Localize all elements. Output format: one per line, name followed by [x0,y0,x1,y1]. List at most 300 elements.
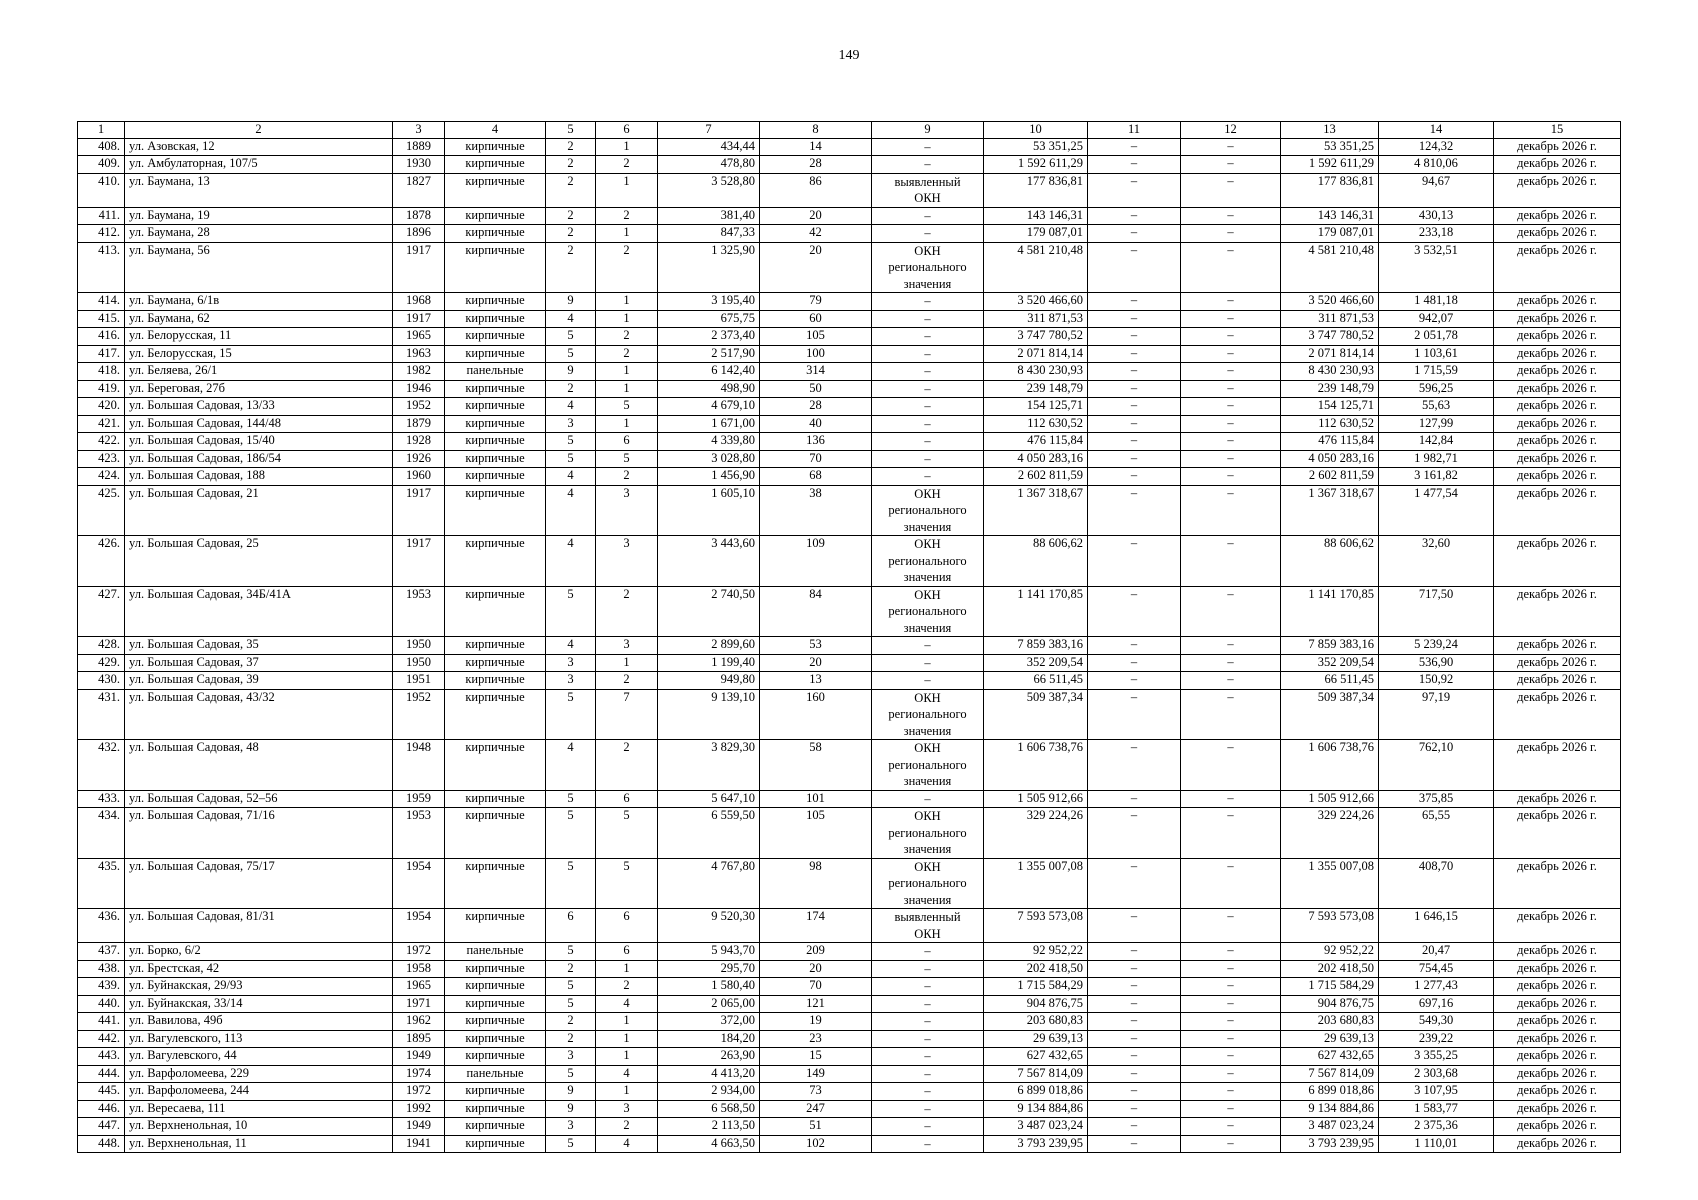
floors-count: 3 [546,654,596,672]
cost-per-sqm: 942,07 [1379,310,1494,328]
floors-count: 5 [546,689,596,740]
year-built: 1972 [393,943,445,961]
heritage-status-line: – [924,399,931,413]
completion-deadline: декабрь 2026 г. [1494,995,1621,1013]
cost-per-sqm: 20,47 [1379,943,1494,961]
column-12-value: – [1181,1013,1281,1031]
entrances-count: 2 [596,672,658,690]
residents-count: 68 [760,468,872,486]
column-number-1: 1 [78,122,125,139]
total-area: 478,80 [658,156,760,174]
completion-deadline: декабрь 2026 г. [1494,960,1621,978]
total-area: 2 740,50 [658,586,760,637]
entrances-count: 3 [596,536,658,587]
total-cost: 1 505 912,66 [1281,790,1379,808]
column-12-value: – [1181,398,1281,416]
column-11-value: – [1088,468,1181,486]
repair-cost: 1 367 318,67 [984,485,1088,536]
cost-per-sqm: 2 375,36 [1379,1118,1494,1136]
entrances-count: 5 [596,858,658,909]
heritage-status [872,740,984,791]
heritage-status-line: – [924,1031,931,1046]
table-row [78,995,1621,1013]
wall-material: кирпичные [445,380,546,398]
floors-count: 2 [546,207,596,225]
column-11-value: – [1088,398,1181,416]
cost-per-sqm: 430,13 [1379,207,1494,225]
repair-cost: 203 680,83 [984,1013,1088,1031]
floors-count: 2 [546,173,596,207]
entrances-count: 1 [596,380,658,398]
row-number: 429. [78,654,125,672]
column-12-value: – [1181,310,1281,328]
heritage-status-line: – [924,791,931,806]
cost-per-sqm: 762,10 [1379,740,1494,791]
residents-count: 101 [760,790,872,808]
cost-per-sqm: 94,67 [1379,173,1494,207]
address: ул. Баумана, 56 [125,242,393,293]
column-11-value: – [1088,1048,1181,1066]
wall-material: кирпичные [445,1030,546,1048]
cost-per-sqm: 5 239,24 [1379,637,1494,655]
residents-count: 51 [760,1118,872,1136]
address: ул. Варфоломеева, 229 [125,1065,393,1083]
heritage-status [872,654,984,672]
repair-cost: 29 639,13 [984,1030,1088,1048]
wall-material: кирпичные [445,225,546,243]
row-number: 420. [78,398,125,416]
column-number-11: 11 [1088,122,1181,139]
heritage-status-line: регионального [888,260,967,274]
repair-cost: 177 836,81 [984,173,1088,207]
heritage-status [872,1118,984,1136]
total-cost: 1 355 007,08 [1281,858,1379,909]
heritage-status-line: регионального [888,553,967,568]
heritage-status-line: – [924,208,931,223]
repair-cost: 53 351,25 [984,138,1088,156]
column-12-value: – [1181,586,1281,637]
cost-per-sqm: 3 355,25 [1379,1048,1494,1066]
year-built: 1963 [393,345,445,363]
table-row [78,207,1621,225]
completion-deadline: декабрь 2026 г. [1494,293,1621,311]
table-row [78,225,1621,243]
table-row [78,1030,1621,1048]
repair-cost: 509 387,34 [984,689,1088,740]
heritage-status-line: ОКН [914,243,941,258]
total-area: 4 413,20 [658,1065,760,1083]
floors-count: 4 [546,536,596,587]
row-number: 422. [78,433,125,451]
total-cost: 3 487 023,24 [1281,1118,1379,1136]
total-area: 6 142,40 [658,363,760,381]
heritage-status-line: регионального [888,707,967,721]
total-cost: 329 224,26 [1281,808,1379,859]
heritage-status-line: значения [903,276,952,291]
entrances-count: 1 [596,654,658,672]
cost-per-sqm: 65,55 [1379,808,1494,859]
column-11-value: – [1088,225,1181,243]
address: ул. Белорусская, 11 [125,328,393,346]
total-area: 1 605,10 [658,485,760,536]
entrances-count: 2 [596,328,658,346]
entrances-count: 1 [596,1030,658,1048]
address: ул. Варфоломеева, 244 [125,1083,393,1101]
heritage-status [872,485,984,536]
residents-count: 84 [760,586,872,637]
wall-material: кирпичные [445,1135,546,1153]
total-cost: 3 520 466,60 [1281,293,1379,311]
column-11-value: – [1088,433,1181,451]
column-12-value: – [1181,978,1281,996]
heritage-status [872,790,984,808]
cost-per-sqm: 1 481,18 [1379,293,1494,311]
table-row [78,1083,1621,1101]
table-row [78,398,1621,416]
heritage-status-line: – [924,638,931,652]
column-11-value: – [1088,943,1181,961]
row-number: 437. [78,943,125,961]
floors-count: 5 [546,1065,596,1083]
entrances-count: 1 [596,1048,658,1066]
column-11-value: – [1088,1013,1181,1031]
row-number: 435. [78,858,125,909]
total-area: 2 517,90 [658,345,760,363]
table-row [78,293,1621,311]
residents-count: 102 [760,1135,872,1153]
residents-count: 73 [760,1083,872,1101]
wall-material: кирпичные [445,415,546,433]
column-11-value: – [1088,960,1181,978]
total-cost: 92 952,22 [1281,943,1379,961]
column-11-value: – [1088,138,1181,156]
year-built: 1953 [393,586,445,637]
column-11-value: – [1088,637,1181,655]
address: ул. Большая Садовая, 25 [125,536,393,587]
heritage-status-line: регионального [888,876,967,890]
total-area: 1 325,90 [658,242,760,293]
total-cost: 2 071 814,14 [1281,345,1379,363]
residents-count: 13 [760,672,872,690]
cost-per-sqm: 697,16 [1379,995,1494,1013]
heritage-status [872,345,984,363]
cost-per-sqm: 97,19 [1379,689,1494,740]
total-cost: 29 639,13 [1281,1030,1379,1048]
year-built: 1946 [393,380,445,398]
address: ул. Большая Садовая, 21 [125,485,393,536]
entrances-count: 6 [596,909,658,943]
column-11-value: – [1088,1118,1181,1136]
cost-per-sqm: 3 532,51 [1379,242,1494,293]
residents-count: 247 [760,1100,872,1118]
repair-cost: 66 511,45 [984,672,1088,690]
year-built: 1941 [393,1135,445,1153]
total-area: 3 528,80 [658,173,760,207]
total-cost: 4 581 210,48 [1281,242,1379,293]
total-cost: 7 859 383,16 [1281,637,1379,655]
year-built: 1930 [393,156,445,174]
column-12-value: – [1181,1030,1281,1048]
address: ул. Большая Садовая, 188 [125,468,393,486]
total-area: 381,40 [658,207,760,225]
residents-count: 20 [760,960,872,978]
cost-per-sqm: 4 810,06 [1379,156,1494,174]
column-11-value: – [1088,672,1181,690]
address: ул. Беляева, 26/1 [125,363,393,381]
column-11-value: – [1088,345,1181,363]
total-cost: 9 134 884,86 [1281,1100,1379,1118]
completion-deadline: декабрь 2026 г. [1494,173,1621,207]
table-row [78,808,1621,859]
repair-cost: 7 859 383,16 [984,637,1088,655]
total-cost: 112 630,52 [1281,415,1379,433]
repair-cost: 3 487 023,24 [984,1118,1088,1136]
cost-per-sqm: 1 277,43 [1379,978,1494,996]
row-number: 413. [78,242,125,293]
cost-per-sqm: 754,45 [1379,960,1494,978]
repair-cost: 143 146,31 [984,207,1088,225]
floors-count: 2 [546,380,596,398]
cost-per-sqm: 1 715,59 [1379,363,1494,381]
year-built: 1879 [393,415,445,433]
repair-cost: 311 871,53 [984,310,1088,328]
heritage-status [872,156,984,174]
wall-material: кирпичные [445,310,546,328]
cost-per-sqm: 3 107,95 [1379,1083,1494,1101]
completion-deadline: декабрь 2026 г. [1494,468,1621,486]
completion-deadline: декабрь 2026 г. [1494,858,1621,909]
floors-count: 5 [546,450,596,468]
wall-material: кирпичные [445,536,546,587]
completion-deadline: декабрь 2026 г. [1494,433,1621,451]
floors-count: 2 [546,156,596,174]
total-area: 4 339,80 [658,433,760,451]
floors-count: 2 [546,225,596,243]
heritage-status-line: – [924,996,931,1011]
total-area: 4 679,10 [658,398,760,416]
entrances-count: 1 [596,293,658,311]
heritage-status-line: регионального [888,503,967,517]
total-cost: 66 511,45 [1281,672,1379,690]
column-12-value: – [1181,943,1281,961]
wall-material: кирпичные [445,173,546,207]
total-cost: 202 418,50 [1281,960,1379,978]
cost-per-sqm: 55,63 [1379,398,1494,416]
column-12-value: – [1181,138,1281,156]
column-11-value: – [1088,808,1181,859]
wall-material: кирпичные [445,978,546,996]
year-built: 1962 [393,1013,445,1031]
table-row [78,485,1621,536]
repair-cost: 6 899 018,86 [984,1083,1088,1101]
residents-count: 20 [760,242,872,293]
column-12-value: – [1181,242,1281,293]
row-number: 417. [78,345,125,363]
heritage-status-line: – [924,979,931,993]
floors-count: 5 [546,995,596,1013]
table-row [78,909,1621,943]
total-cost: 311 871,53 [1281,310,1379,328]
row-number: 412. [78,225,125,243]
cost-per-sqm: 717,50 [1379,586,1494,637]
heritage-status [872,225,984,243]
total-area: 847,33 [658,225,760,243]
column-11-value: – [1088,415,1181,433]
total-area: 295,70 [658,960,760,978]
heritage-status-line: значения [903,620,952,635]
table-row [78,740,1621,791]
completion-deadline: декабрь 2026 г. [1494,380,1621,398]
total-cost: 88 606,62 [1281,536,1379,587]
entrances-count: 7 [596,689,658,740]
wall-material: кирпичные [445,858,546,909]
heritage-status-line: – [924,1049,931,1063]
row-number: 432. [78,740,125,791]
heritage-status-line: ОКН [914,859,941,874]
floors-count: 9 [546,363,596,381]
heritage-status [872,363,984,381]
column-12-value: – [1181,485,1281,536]
row-number: 444. [78,1065,125,1083]
year-built: 1895 [393,1030,445,1048]
floors-count: 3 [546,415,596,433]
completion-deadline: декабрь 2026 г. [1494,654,1621,672]
total-area: 184,20 [658,1030,760,1048]
heritage-status [872,207,984,225]
column-number-5: 5 [546,122,596,139]
column-12-value: – [1181,960,1281,978]
total-area: 434,44 [658,138,760,156]
total-cost: 476 115,84 [1281,433,1379,451]
heritage-status-line: ОКН [914,537,941,551]
row-number: 418. [78,363,125,381]
residents-count: 14 [760,138,872,156]
heritage-status [872,995,984,1013]
wall-material: кирпичные [445,293,546,311]
column-12-value: – [1181,1048,1281,1066]
heritage-status-line: – [924,346,931,361]
address: ул. Амбулаторная, 107/5 [125,156,393,174]
total-cost: 239 148,79 [1281,380,1379,398]
heritage-status [872,242,984,293]
row-number: 426. [78,536,125,587]
floors-count: 3 [546,672,596,690]
address: ул. Буйнакская, 29/93 [125,978,393,996]
completion-deadline: декабрь 2026 г. [1494,1100,1621,1118]
row-number: 446. [78,1100,125,1118]
row-number: 424. [78,468,125,486]
completion-deadline: декабрь 2026 г. [1494,637,1621,655]
column-number-9: 9 [872,122,984,139]
completion-deadline: декабрь 2026 г. [1494,808,1621,859]
entrances-count: 6 [596,790,658,808]
residents-count: 98 [760,858,872,909]
heritage-status-line: – [924,1101,931,1116]
completion-deadline: декабрь 2026 г. [1494,672,1621,690]
wall-material: панельные [445,1065,546,1083]
entrances-count: 1 [596,173,658,207]
address: ул. Вагулевского, 113 [125,1030,393,1048]
column-number-13: 13 [1281,122,1379,139]
total-cost: 2 602 811,59 [1281,468,1379,486]
total-area: 6 568,50 [658,1100,760,1118]
entrances-count: 3 [596,637,658,655]
heritage-status [872,310,984,328]
address: ул. Большая Садовая, 71/16 [125,808,393,859]
table-row [78,978,1621,996]
year-built: 1952 [393,398,445,416]
heritage-status [872,808,984,859]
repair-cost: 3 520 466,60 [984,293,1088,311]
completion-deadline: декабрь 2026 г. [1494,138,1621,156]
completion-deadline: декабрь 2026 г. [1494,536,1621,587]
year-built: 1971 [393,995,445,1013]
wall-material: кирпичные [445,654,546,672]
row-number: 415. [78,310,125,328]
total-cost: 179 087,01 [1281,225,1379,243]
year-built: 1949 [393,1048,445,1066]
wall-material: кирпичные [445,790,546,808]
completion-deadline: декабрь 2026 г. [1494,156,1621,174]
floors-count: 4 [546,468,596,486]
column-12-value: – [1181,995,1281,1013]
row-number: 439. [78,978,125,996]
floors-count: 6 [546,909,596,943]
table-row [78,1065,1621,1083]
floors-count: 5 [546,858,596,909]
column-11-value: – [1088,536,1181,587]
entrances-count: 1 [596,1013,658,1031]
address: ул. Баумана, 19 [125,207,393,225]
row-number: 433. [78,790,125,808]
heritage-status [872,1048,984,1066]
table-row [78,654,1621,672]
floors-count: 5 [546,1135,596,1153]
column-12-value: – [1181,1065,1281,1083]
total-cost: 352 209,54 [1281,654,1379,672]
column-number-7: 7 [658,122,760,139]
residents-count: 58 [760,740,872,791]
total-area: 5 943,70 [658,943,760,961]
repair-cost: 3 747 780,52 [984,328,1088,346]
wall-material: кирпичные [445,740,546,791]
floors-count: 4 [546,310,596,328]
column-number-12: 12 [1181,122,1281,139]
heritage-status-line: – [924,139,931,154]
completion-deadline: декабрь 2026 г. [1494,415,1621,433]
wall-material: кирпичные [445,995,546,1013]
row-number: 414. [78,293,125,311]
total-cost: 3 747 780,52 [1281,328,1379,346]
completion-deadline: декабрь 2026 г. [1494,586,1621,637]
completion-deadline: декабрь 2026 г. [1494,485,1621,536]
entrances-count: 2 [596,242,658,293]
year-built: 1950 [393,654,445,672]
residents-count: 15 [760,1048,872,1066]
column-12-value: – [1181,380,1281,398]
table-row [78,858,1621,909]
total-area: 9 139,10 [658,689,760,740]
total-area: 4 663,50 [658,1135,760,1153]
column-11-value: – [1088,586,1181,637]
total-cost: 904 876,75 [1281,995,1379,1013]
heritage-status-line: регионального [888,604,967,618]
completion-deadline: декабрь 2026 г. [1494,225,1621,243]
total-area: 1 580,40 [658,978,760,996]
column-12-value: – [1181,225,1281,243]
completion-deadline: декабрь 2026 г. [1494,740,1621,791]
completion-deadline: декабрь 2026 г. [1494,398,1621,416]
